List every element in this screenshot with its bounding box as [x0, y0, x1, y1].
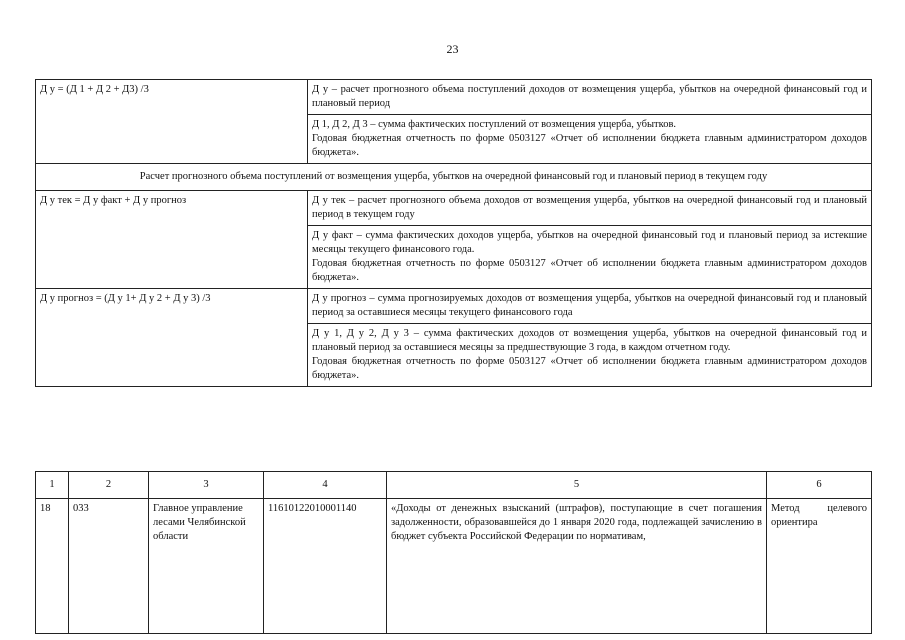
- column-header: 5: [387, 472, 767, 499]
- method-cell: Метод целевого ориентира: [767, 499, 872, 634]
- formula-text: Д у = (Д 1 + Д 2 + Д3) /3: [40, 84, 149, 95]
- description-cell: [308, 324, 872, 387]
- description-cell: [308, 80, 872, 115]
- description-cell: [308, 115, 872, 164]
- formula-cell: [36, 289, 308, 387]
- table-row: [36, 164, 872, 191]
- page-number: 23: [446, 42, 459, 56]
- column-header: 2: [69, 472, 149, 499]
- code-cell: 033: [69, 499, 149, 634]
- row-number-cell: 18: [36, 499, 69, 634]
- formula-cell: [36, 80, 308, 164]
- source-text: Годовая бюджетная отчетность по форме 0503127 «Отчет об исполнении бюджета главным администратором доходов бюджета».: [312, 356, 868, 381]
- description-text: Д у 1, Д у 2, Д у 3 – сумма фактических доходов от возмещения ущерба, убытков на очередной финансовый год и плановый период за оставшиеся месяцы за предшествующие 3 года, в каждом отчетном году.: [312, 328, 868, 353]
- column-header: 1: [36, 472, 69, 499]
- formula-text: Д у прогноз = (Д у 1+ Д у 2 + Д у 3) /3: [40, 293, 211, 304]
- kbk-code-cell: 11610122010001140: [264, 499, 387, 634]
- formula-cell: [36, 191, 308, 289]
- column-header: 4: [264, 472, 387, 499]
- table-header-row: [36, 472, 872, 499]
- table-row: [36, 80, 872, 115]
- income-name-cell: «Доходы от денежных взысканий (штрафов), поступающие в счет погашения задолженности, образовавшейся до 1 января 2020 года, подлежащей зачислению в бюджет субъекта Российской Федерации по нормативам,: [387, 499, 767, 634]
- description-text: Д 1, Д 2, Д 3 – сумма фактических поступлений от возмещения ущерба, убытков.: [312, 119, 677, 130]
- table-row: [36, 289, 872, 324]
- source-text: Годовая бюджетная отчетность по форме 0503127 «Отчет об исполнении бюджета главным администратором доходов бюджета».: [312, 133, 868, 158]
- column-header: 3: [149, 472, 264, 499]
- description-text: Д у – расчет прогнозного объема поступлений доходов от возмещения ущерба, убытков на очередной финансовый год и плановый период: [312, 84, 868, 109]
- column-header: 6: [767, 472, 872, 499]
- section-heading: Расчет прогнозного объема поступлений от возмещения ущерба, убытков на очередной финансовый год и плановый период в текущем году: [139, 171, 768, 182]
- description-cell: [308, 226, 872, 289]
- administrator-cell: Главное управление лесами Челябинской области: [149, 499, 264, 634]
- formula-text: Д у тек = Д у факт + Д у прогноз: [40, 195, 187, 206]
- source-text: Годовая бюджетная отчетность по форме 0503127 «Отчет об исполнении бюджета главным администратором доходов бюджета».: [312, 258, 868, 283]
- description-cell: [308, 191, 872, 226]
- section-heading-cell: [36, 164, 872, 191]
- description-text: Д у тек – расчет прогнозного объема доходов от возмещения ущерба, убытков на очередной финансовый год и плановый период в текущем году: [312, 195, 868, 220]
- description-text: Д у факт – сумма фактических доходов ущерба, убытков на очередной финансовый год и плановый период за истекшие месяцы текущего финансового года.: [312, 230, 868, 255]
- description-text: Д у прогноз – сумма прогнозируемых доходов от возмещения ущерба, убытков на очередной финансовый год и плановый период за оставшиеся месяцы текущего финансового года: [312, 293, 868, 318]
- table-row: [36, 191, 872, 226]
- formula-table: [35, 79, 872, 387]
- table-row: [36, 499, 872, 634]
- description-cell: [308, 289, 872, 324]
- main-table: [35, 471, 872, 634]
